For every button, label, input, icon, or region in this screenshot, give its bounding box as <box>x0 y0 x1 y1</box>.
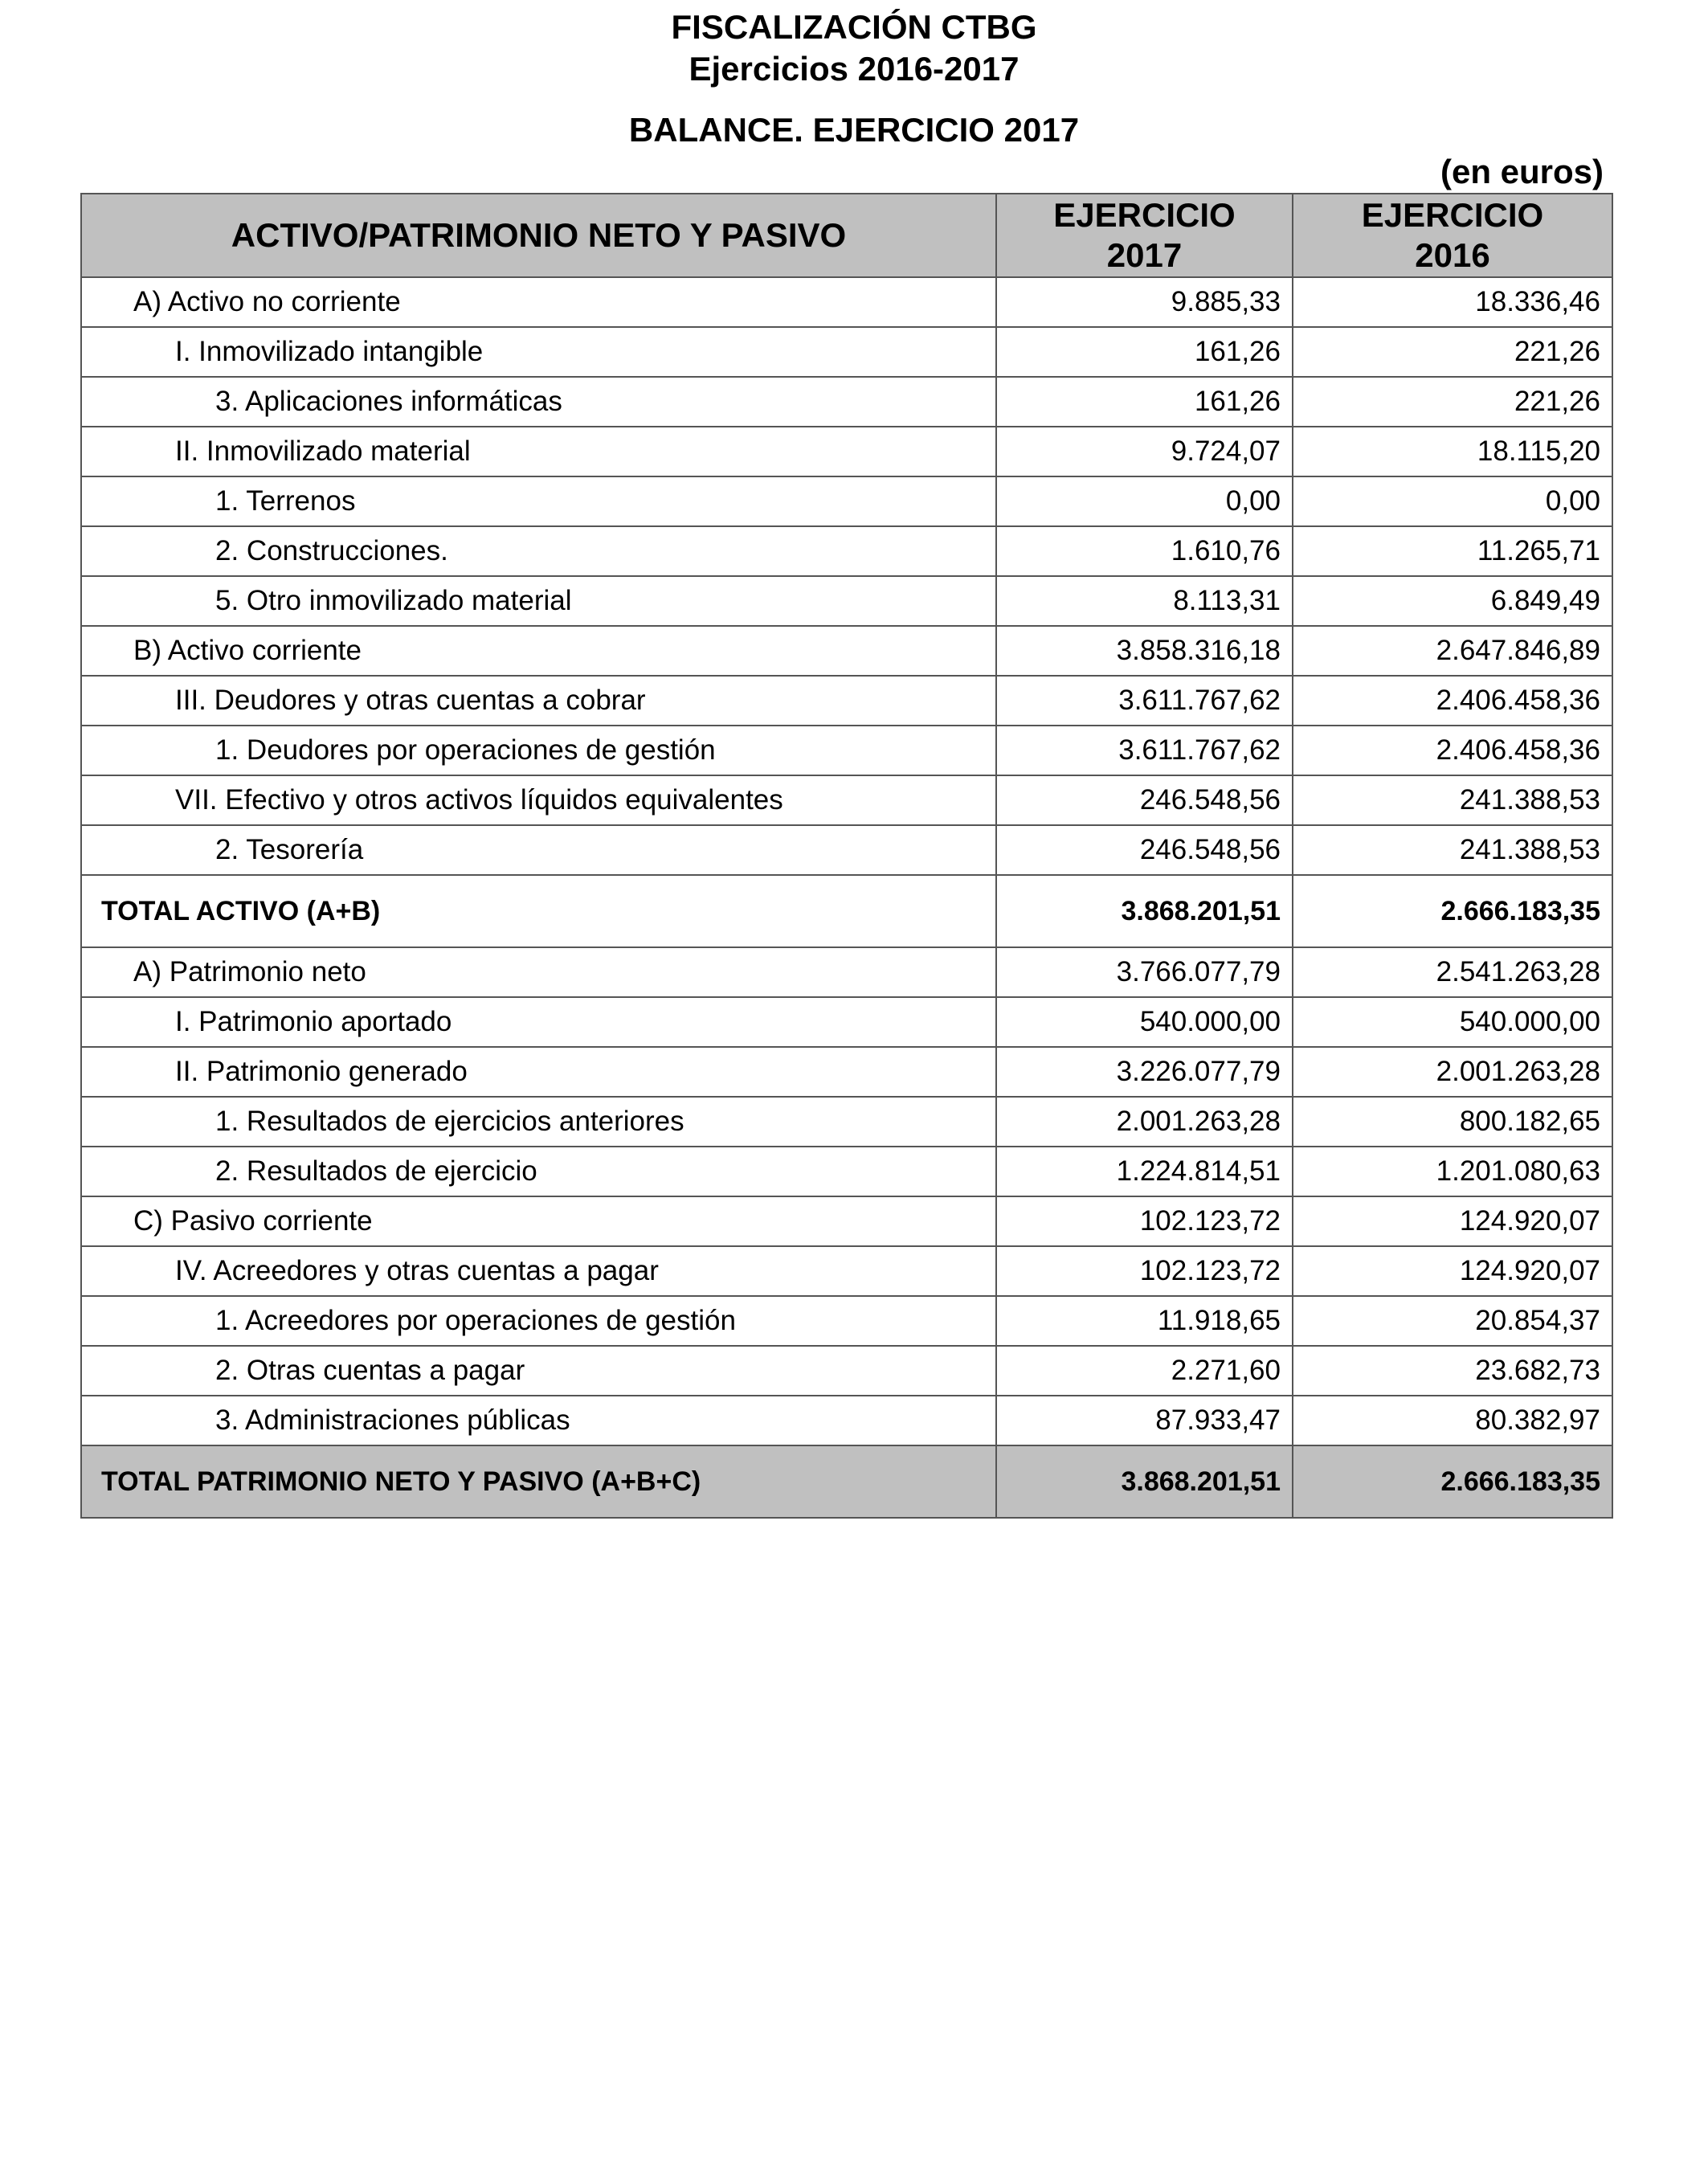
row-label: TOTAL PATRIMONIO NETO Y PASIVO (A+B+C) <box>81 1445 996 1518</box>
table-row <box>81 1346 1612 1396</box>
table-row <box>81 1296 1612 1346</box>
row-value-2016: 2.001.263,28 <box>1293 1047 1612 1097</box>
row-value-2017: 0,00 <box>996 476 1293 526</box>
row-value-2016: 6.849,49 <box>1293 576 1612 626</box>
row-label: I. Inmovilizado intangible <box>81 327 996 377</box>
row-value-2017: 3.611.767,62 <box>996 676 1293 726</box>
table-row <box>81 775 1612 825</box>
row-label: C) Pasivo corriente <box>81 1196 996 1246</box>
row-value-2016: 2.406.458,36 <box>1293 676 1612 726</box>
row-value-2016: 540.000,00 <box>1293 997 1612 1047</box>
column-header-2017 <box>996 194 1293 277</box>
row-value-2017: 161,26 <box>996 327 1293 377</box>
row-value-2016: 18.115,20 <box>1293 427 1612 476</box>
document-subtitle: Ejercicios 2016-2017 <box>689 50 1019 88</box>
row-value-2017: 1.610,76 <box>996 526 1293 576</box>
row-value-2017: 9.724,07 <box>996 427 1293 476</box>
row-value-2017: 3.868.201,51 <box>996 1445 1293 1518</box>
row-value-2017: 3.611.767,62 <box>996 726 1293 775</box>
table-row <box>81 1047 1612 1097</box>
column-header-2016-line1: EJERCICIO <box>1361 196 1544 234</box>
row-value-2017: 540.000,00 <box>996 997 1293 1047</box>
table-row <box>81 526 1612 576</box>
row-value-2016: 800.182,65 <box>1293 1097 1612 1147</box>
row-label: 2. Tesorería <box>81 825 996 875</box>
balance-table <box>80 193 1613 1519</box>
table-row <box>81 997 1612 1047</box>
row-value-2017: 102.123,72 <box>996 1196 1293 1246</box>
table-row <box>81 676 1612 726</box>
row-label: 1. Deudores por operaciones de gestión <box>81 726 996 775</box>
row-value-2017: 3.868.201,51 <box>996 875 1293 947</box>
table-row <box>81 1246 1612 1296</box>
table-row <box>81 626 1612 676</box>
row-label: 2. Otras cuentas a pagar <box>81 1346 996 1396</box>
row-value-2016: 124.920,07 <box>1293 1246 1612 1296</box>
column-header-2016 <box>1293 194 1612 277</box>
row-value-2016: 20.854,37 <box>1293 1296 1612 1346</box>
row-value-2016: 11.265,71 <box>1293 526 1612 576</box>
table-row <box>81 825 1612 875</box>
row-label: 3. Administraciones públicas <box>81 1396 996 1445</box>
column-header-2017-line2: 2017 <box>1106 236 1183 274</box>
row-value-2017: 2.271,60 <box>996 1346 1293 1396</box>
row-value-2016: 0,00 <box>1293 476 1612 526</box>
row-value-2016: 241.388,53 <box>1293 825 1612 875</box>
table-header-row <box>81 194 1612 277</box>
column-header-concept: ACTIVO/PATRIMONIO NETO Y PASIVO <box>81 194 996 277</box>
row-value-2017: 9.885,33 <box>996 277 1293 327</box>
row-label: III. Deudores y otras cuentas a cobrar <box>81 676 996 726</box>
table-row <box>81 1396 1612 1445</box>
row-value-2016: 221,26 <box>1293 377 1612 427</box>
row-value-2016: 80.382,97 <box>1293 1396 1612 1445</box>
row-value-2016: 241.388,53 <box>1293 775 1612 825</box>
row-label: IV. Acreedores y otras cuentas a pagar <box>81 1246 996 1296</box>
row-label: TOTAL ACTIVO (A+B) <box>81 875 996 947</box>
row-label: I. Patrimonio aportado <box>81 997 996 1047</box>
row-value-2017: 246.548,56 <box>996 775 1293 825</box>
row-value-2017: 102.123,72 <box>996 1246 1293 1296</box>
table-row <box>81 427 1612 476</box>
row-value-2017: 3.766.077,79 <box>996 947 1293 997</box>
row-value-2016: 221,26 <box>1293 327 1612 377</box>
row-value-2017: 246.548,56 <box>996 825 1293 875</box>
column-header-2017-line1: EJERCICIO <box>1053 196 1236 234</box>
row-value-2016: 1.201.080,63 <box>1293 1147 1612 1196</box>
row-label: B) Activo corriente <box>81 626 996 676</box>
row-value-2016: 2.666.183,35 <box>1293 1445 1612 1518</box>
table-row <box>81 377 1612 427</box>
table-row <box>81 576 1612 626</box>
row-label: 1. Resultados de ejercicios anteriores <box>81 1097 996 1147</box>
row-label: 1. Terrenos <box>81 476 996 526</box>
row-label: VII. Efectivo y otros activos líquidos equivalentes <box>81 775 996 825</box>
row-value-2016: 2.406.458,36 <box>1293 726 1612 775</box>
row-label: II. Patrimonio generado <box>81 1047 996 1097</box>
row-label: 1. Acreedores por operaciones de gestión <box>81 1296 996 1346</box>
table-row <box>81 1097 1612 1147</box>
table-row <box>81 947 1612 997</box>
total-row-patrimonio-pasivo <box>81 1445 1612 1518</box>
row-value-2017: 3.858.316,18 <box>996 626 1293 676</box>
row-value-2017: 8.113,31 <box>996 576 1293 626</box>
row-value-2017: 3.226.077,79 <box>996 1047 1293 1097</box>
units-note: (en euros) <box>1440 153 1604 190</box>
row-label: 5. Otro inmovilizado material <box>81 576 996 626</box>
row-value-2017: 2.001.263,28 <box>996 1097 1293 1147</box>
table-row <box>81 1147 1612 1196</box>
column-header-2016-line2: 2016 <box>1415 236 1490 274</box>
table-row <box>81 327 1612 377</box>
document-title: FISCALIZACIÓN CTBG <box>671 8 1037 46</box>
row-label: A) Patrimonio neto <box>81 947 996 997</box>
row-value-2016: 2.666.183,35 <box>1293 875 1612 947</box>
section-title: BALANCE. EJERCICIO 2017 <box>628 111 1080 149</box>
row-label: 2. Resultados de ejercicio <box>81 1147 996 1196</box>
row-value-2016: 23.682,73 <box>1293 1346 1612 1396</box>
row-label: 2. Construcciones. <box>81 526 996 576</box>
row-value-2017: 87.933,47 <box>996 1396 1293 1445</box>
row-value-2017: 161,26 <box>996 377 1293 427</box>
table-row <box>81 277 1612 327</box>
row-value-2016: 2.541.263,28 <box>1293 947 1612 997</box>
row-value-2016: 18.336,46 <box>1293 277 1612 327</box>
total-row-activo <box>81 875 1612 947</box>
row-label: A) Activo no corriente <box>81 277 996 327</box>
table-row <box>81 726 1612 775</box>
row-value-2017: 1.224.814,51 <box>996 1147 1293 1196</box>
row-label: II. Inmovilizado material <box>81 427 996 476</box>
row-value-2017: 11.918,65 <box>996 1296 1293 1346</box>
table-row <box>81 476 1612 526</box>
row-value-2016: 2.647.846,89 <box>1293 626 1612 676</box>
row-label: 3. Aplicaciones informáticas <box>81 377 996 427</box>
row-value-2016: 124.920,07 <box>1293 1196 1612 1246</box>
table-row <box>81 1196 1612 1246</box>
